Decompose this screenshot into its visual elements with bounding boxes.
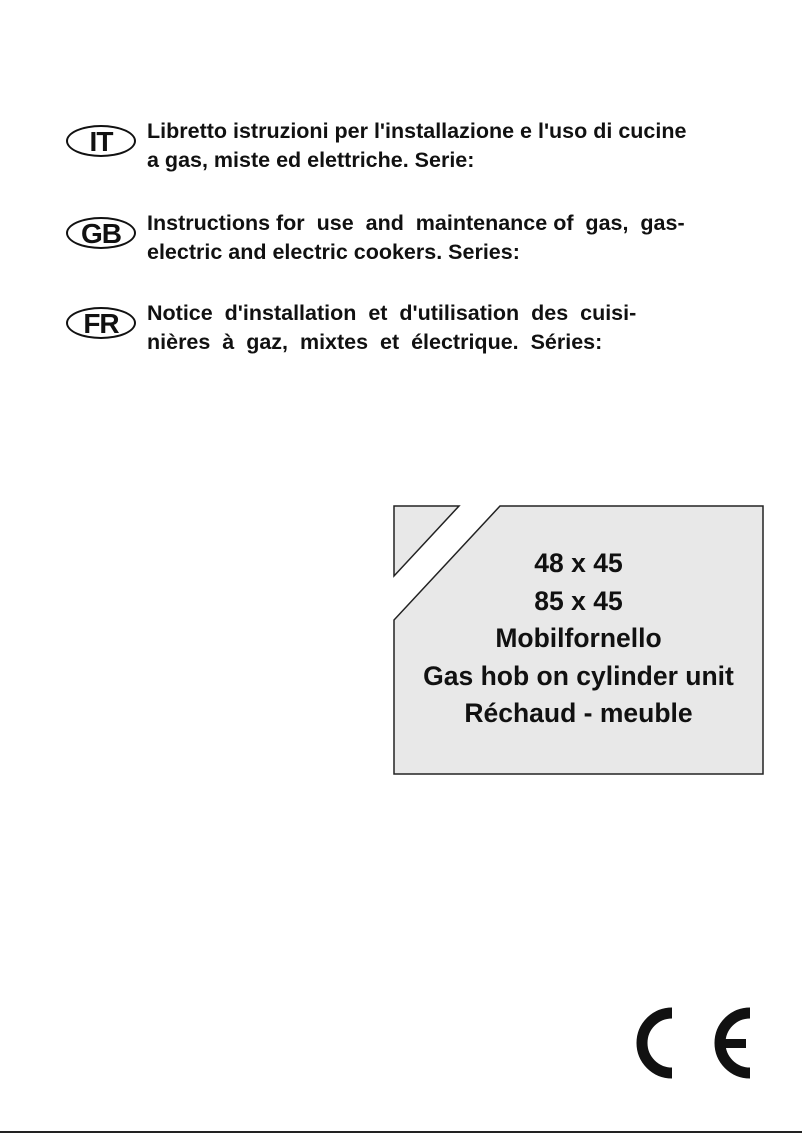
- ce-mark-icon: [636, 1005, 760, 1081]
- text-line: Notice d'installation et d'utilisation des cuisi-: [147, 301, 637, 325]
- text-line: a gas, miste ed elettriche. Serie:: [147, 148, 475, 172]
- text-line: Instructions for use and maintenance of gas, gas-: [147, 211, 685, 235]
- lang-text-it: [147, 117, 787, 175]
- lang-badge-fr: FR: [66, 307, 136, 339]
- lang-text-gb: [147, 209, 787, 267]
- bottom-rule: [0, 1131, 802, 1133]
- model-size-1: 48 x 45: [534, 548, 623, 578]
- model-size-2: 85 x 45: [534, 585, 623, 616]
- lang-badge-gb: GB: [66, 217, 136, 249]
- product-name-fr: Réchaud - meuble: [464, 698, 693, 728]
- product-name-it: Mobilfornello: [495, 623, 662, 653]
- lang-text-fr: [147, 299, 787, 357]
- text-line: electric and electric cookers. Series:: [147, 240, 520, 264]
- series-box-text: [394, 545, 763, 733]
- product-name-gb: Gas hob on cylinder unit: [423, 660, 734, 691]
- text-line: nières à gaz, mixtes et électrique. Séries:: [147, 330, 603, 354]
- text-line: Libretto istruzioni per l'installazione e l'uso di cucine: [147, 119, 687, 143]
- lang-badge-it: IT: [66, 125, 136, 157]
